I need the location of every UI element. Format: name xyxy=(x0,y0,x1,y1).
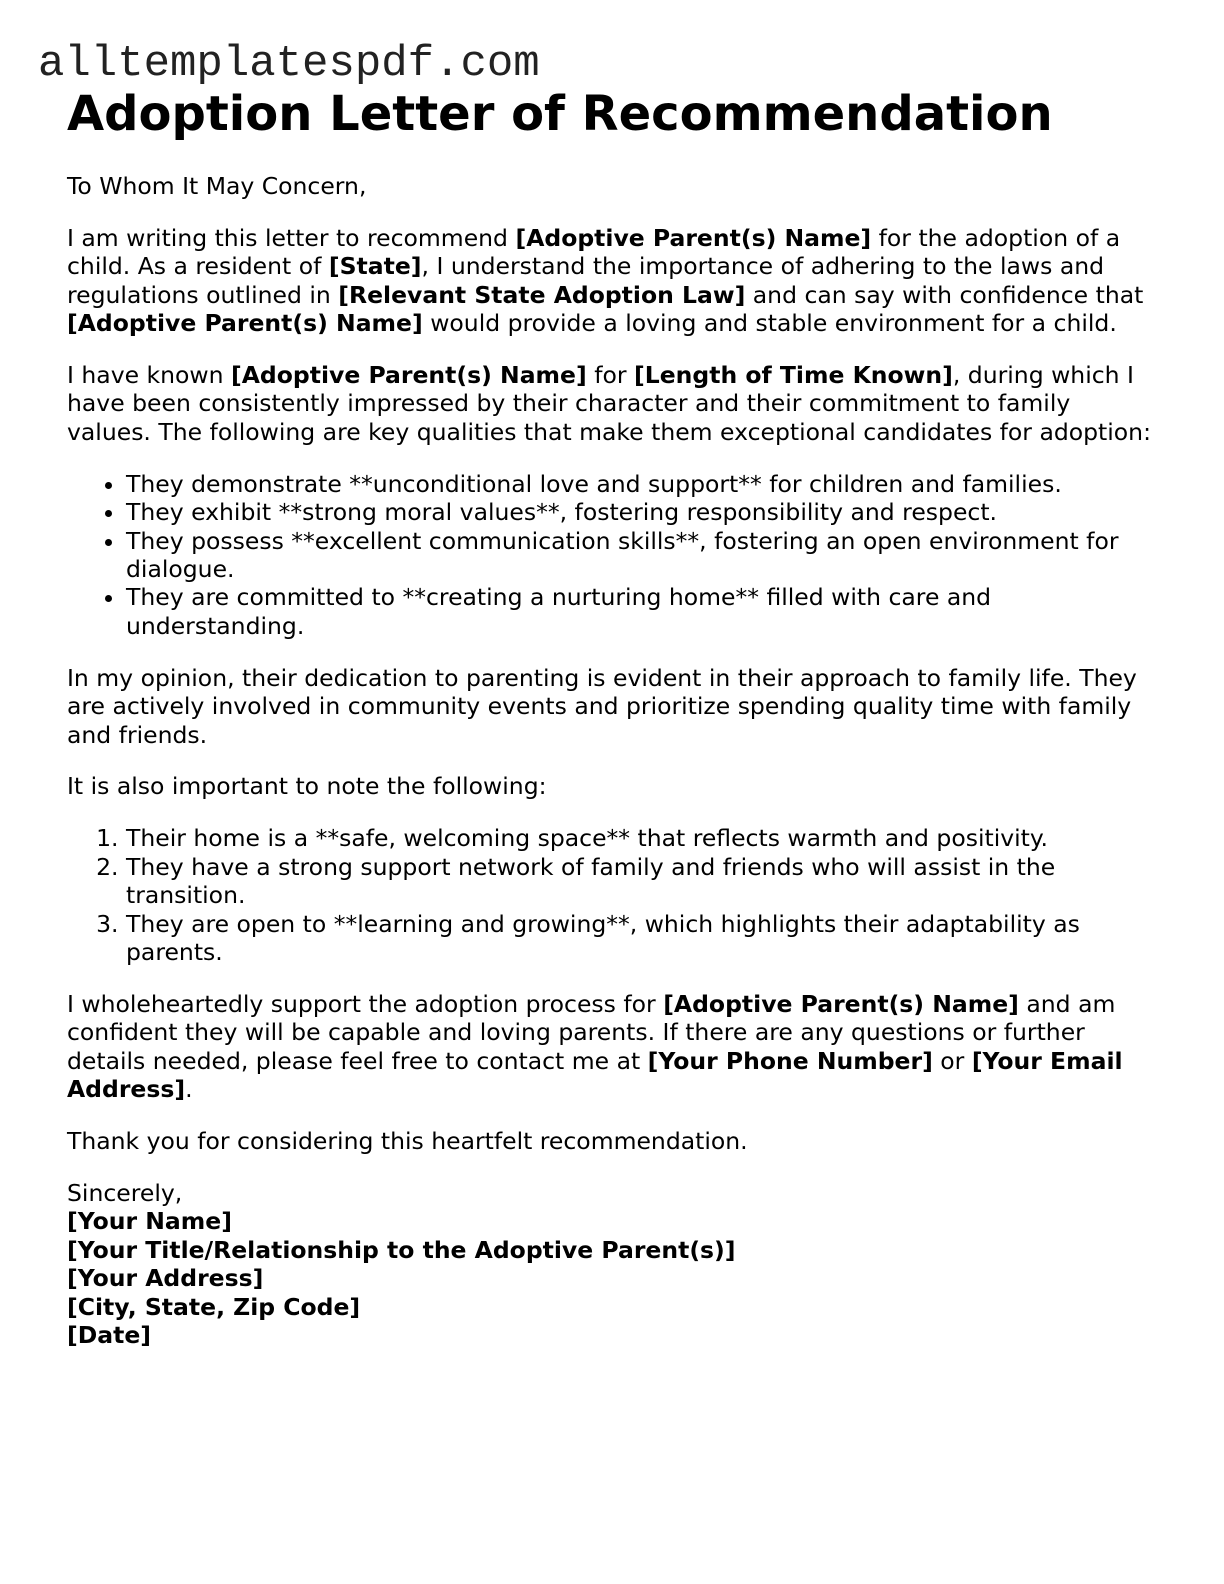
text-run: for the adoption of a child. As a resident of xyxy=(67,223,1121,281)
list-item: 3. They are open to **learning and growing**, which highlights their adaptability as parents. xyxy=(126,910,1157,967)
paragraph-support xyxy=(67,990,1157,1104)
signature-address xyxy=(67,1264,1157,1292)
paragraph-notes-intro: It is also important to note the following: xyxy=(67,772,547,801)
placeholder-state-law: [Relevant State Adoption Law] xyxy=(338,280,746,309)
letter-body xyxy=(67,84,1157,1349)
placeholder-parent-name: [Adoptive Parent(s) Name] xyxy=(67,309,423,338)
placeholder-your-address: [Your Address] xyxy=(67,1264,264,1293)
signature-city xyxy=(67,1293,1157,1321)
page-title: Adoption Letter of Recommendation xyxy=(67,86,1053,142)
placeholder-phone: [Your Phone Number] xyxy=(647,1046,933,1075)
text-run: for xyxy=(586,361,634,390)
placeholder-date: [Date] xyxy=(67,1320,152,1349)
list-item: 2. They have a strong support network of family and friends who will assist in the transition. xyxy=(126,853,1157,910)
list-item: 1. Their home is a **safe, welcoming space** that reflects warmth and positivity. xyxy=(126,824,1157,852)
text-run: I have known xyxy=(67,361,231,390)
paragraph-thanks: Thank you for considering this heartfelt recommendation. xyxy=(67,1126,748,1155)
text-run: would provide a loving and stable environment for a child. xyxy=(422,309,1117,338)
list-item: • They exhibit **strong moral values**, fostering responsibility and respect. xyxy=(126,498,1157,526)
list-item: • They possess **excellent communication skills**, fostering an open environment for dialogue. xyxy=(126,527,1157,584)
placeholder-your-name: [Your Name] xyxy=(67,1207,232,1236)
signature-date xyxy=(67,1321,1157,1349)
qualities-list xyxy=(67,470,1157,640)
list-item: • They are committed to **creating a nurturing home** filled with care and understanding. xyxy=(126,583,1157,640)
placeholder-your-title: [Your Title/Relationship to the Adoptive Parent(s)] xyxy=(67,1235,736,1264)
list-item: • They demonstrate **unconditional love and support** for children and families. xyxy=(126,470,1157,498)
paragraph-dedication: In my opinion, their dedication to parenting is evident in their approach to family life. They are actively involved in community events and prioritize spending quality time with family and friends. xyxy=(67,663,1137,749)
text-run: , I understand the importance of adhering to the laws and regulations outlined in xyxy=(67,252,1105,309)
text-run: . xyxy=(185,1075,193,1104)
paragraph-acquaintance xyxy=(67,361,1157,446)
text-run: , during which I have been consistently impressed by their character and their commitment to family values. The following are key qualities that make them exceptional candidates for adoption: xyxy=(67,361,1151,446)
text-run: and am confident they will be capable and loving parents. If there are any questions or further details needed, please feel free to contact me at xyxy=(67,989,1116,1075)
paragraph-introduction xyxy=(67,224,1157,338)
text-run: or xyxy=(932,1046,972,1075)
notes-list xyxy=(67,824,1157,966)
watermark-text: alltemplatespdf.com xyxy=(38,39,540,89)
closing: Sincerely, xyxy=(67,1178,183,1207)
placeholder-parent-name: [Adoptive Parent(s) Name] xyxy=(515,223,872,252)
signature-block xyxy=(67,1179,1157,1349)
text-run: I wholeheartedly support the adoption process for xyxy=(67,989,664,1018)
placeholder-city-state-zip: [City, State, Zip Code] xyxy=(67,1292,361,1321)
placeholder-email: [Your Email Address] xyxy=(67,1046,1123,1104)
text-run: I am writing this letter to recommend xyxy=(67,223,516,252)
signature-title xyxy=(67,1236,1157,1264)
salutation: To Whom It May Concern, xyxy=(67,172,367,200)
placeholder-time-known: [Length of Time Known] xyxy=(634,361,953,390)
placeholder-parent-name: [Adoptive Parent(s) Name] xyxy=(663,989,1019,1018)
placeholder-parent-name: [Adoptive Parent(s) Name] xyxy=(231,361,587,390)
text-run: and can say with confidence that xyxy=(745,280,1144,309)
signature-name xyxy=(67,1207,1157,1235)
placeholder-state: [State] xyxy=(328,252,422,281)
